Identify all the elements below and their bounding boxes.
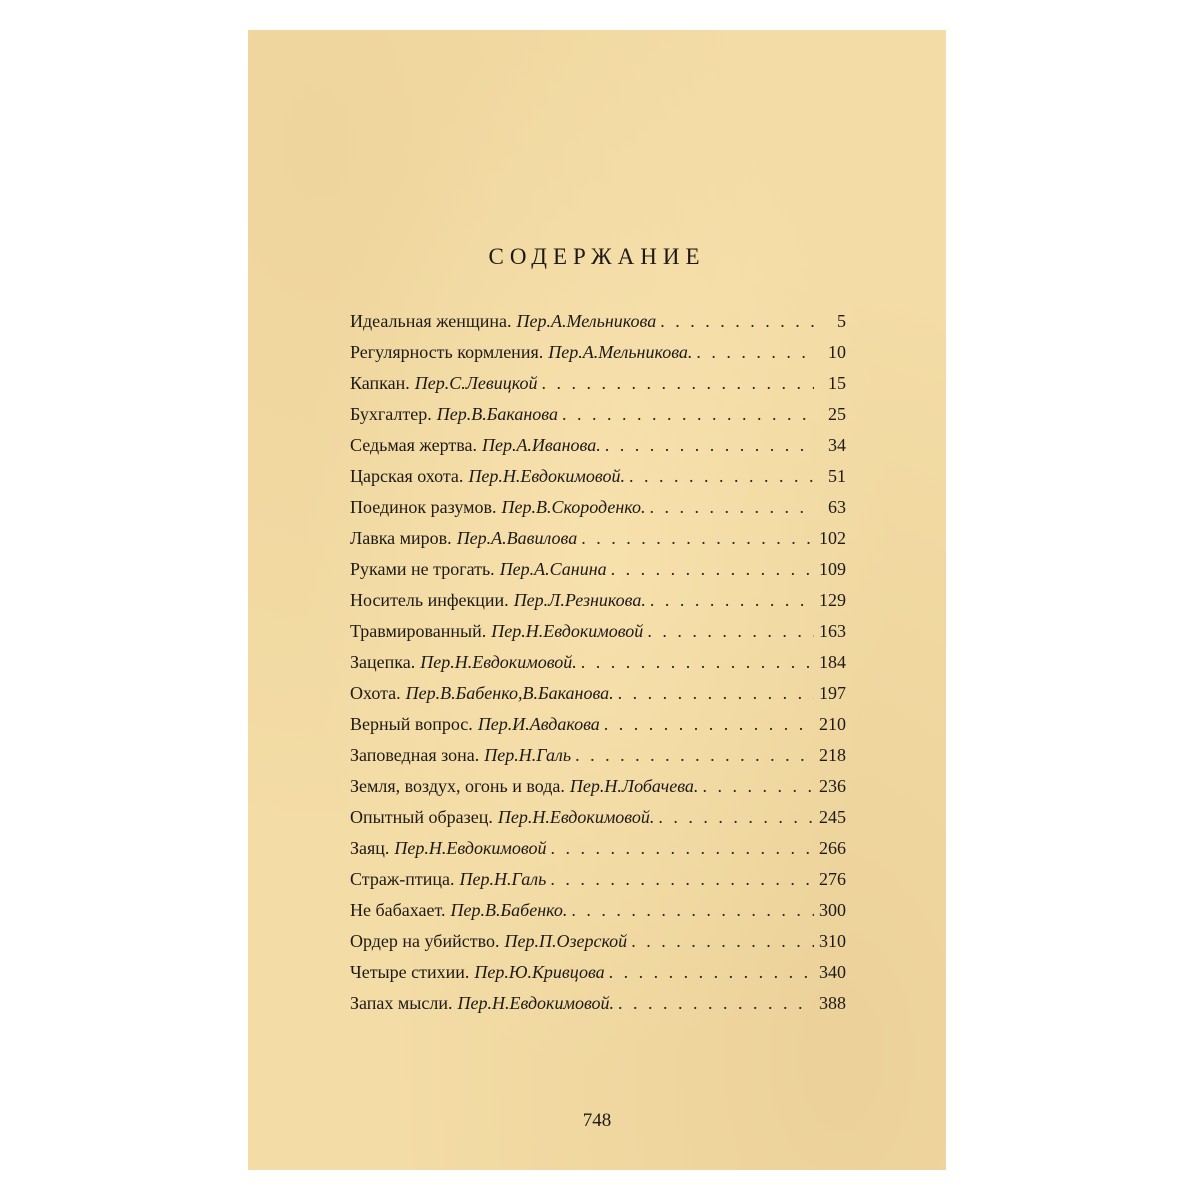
toc-entry-title: Запах мысли. xyxy=(350,993,453,1013)
toc-entry-translator: Пер.Н.Лобачева. xyxy=(569,776,699,796)
dot-leader xyxy=(658,807,814,828)
toc-entry-title: Земля, воздух, огонь и вода. xyxy=(350,776,565,796)
toc-entry-translator: Пер.Н.Евдокимовой. xyxy=(468,466,625,486)
toc-entry-translator: Пер.Н.Евдокимовой xyxy=(394,838,547,858)
toc-entry xyxy=(350,993,846,1024)
dot-leader xyxy=(550,838,814,859)
toc-entry-page: 34 xyxy=(828,435,846,455)
toc-entry-page: 266 xyxy=(819,838,846,858)
toc-entry-page: 15 xyxy=(828,373,846,393)
toc-entry-title: Не бабахает. xyxy=(350,900,446,920)
dot-leader xyxy=(702,776,814,797)
toc-entry xyxy=(350,869,846,900)
dot-leader xyxy=(629,466,814,487)
toc-entry-title: Поединок разумов. xyxy=(350,497,497,517)
toc-entry-page: 109 xyxy=(819,559,846,579)
toc-entry-title: Седьмая жертва. xyxy=(350,435,477,455)
dot-leader xyxy=(575,745,814,766)
toc-entry-page: 310 xyxy=(819,931,846,951)
toc-entry-translator: Пер.Н.Галь xyxy=(459,869,547,889)
page-title: СОДЕРЖАНИЕ xyxy=(488,244,706,269)
toc-entry-title: Руками не трогать. xyxy=(350,559,495,579)
dot-leader xyxy=(541,373,814,394)
toc-entry xyxy=(350,776,846,807)
dot-leader xyxy=(571,900,814,921)
toc-entry-page: 236 xyxy=(819,776,846,796)
toc-entry-title: Царская охота. xyxy=(350,466,464,486)
toc-entry-title: Лавка миров. xyxy=(350,528,452,548)
page-number: 748 xyxy=(582,1110,612,1131)
toc-entry-translator: Пер.П.Озерской xyxy=(504,931,628,951)
toc-entry-page: 51 xyxy=(828,466,846,486)
toc-entry xyxy=(350,342,846,373)
toc-entry-translator: Пер.В.Бабенко,В.Баканова. xyxy=(405,683,614,703)
dot-leader xyxy=(581,652,814,673)
toc-entry-page: 63 xyxy=(828,497,846,517)
dot-leader xyxy=(631,931,814,952)
toc-entry xyxy=(350,621,846,652)
toc-entry xyxy=(350,652,846,683)
dot-leader xyxy=(618,993,814,1014)
toc-entry xyxy=(350,962,846,993)
toc-entry-page: 388 xyxy=(819,993,846,1013)
toc-entry-title: Заповедная зона. xyxy=(350,745,480,765)
toc-entry-translator: Пер.Н.Галь xyxy=(484,745,572,765)
toc-entry-translator: Пер.Н.Евдокимовой. xyxy=(497,807,655,827)
toc-entry-page: 163 xyxy=(819,621,846,641)
toc-entry-translator: Пер.В.Бабенко. xyxy=(450,900,568,920)
dot-leader xyxy=(660,311,814,332)
toc-entry-translator: Пер.А.Вавилова xyxy=(456,528,578,548)
toc-entry-title: Бухгалтер. xyxy=(350,404,432,424)
toc-entry-title: Идеальная женщина. xyxy=(350,311,512,331)
toc-entry-page: 197 xyxy=(819,683,846,703)
toc-entry-translator: Пер.А.Мельникова xyxy=(516,311,657,331)
toc-entry-page: 10 xyxy=(828,342,846,362)
toc-entry-page: 210 xyxy=(819,714,846,734)
toc-entry xyxy=(350,838,846,869)
table-of-contents xyxy=(350,311,846,1024)
toc-entry-title: Охота. xyxy=(350,683,401,703)
toc-entry-title: Носитель инфекции. xyxy=(350,590,509,610)
toc-entry-page: 184 xyxy=(819,652,846,672)
toc-entry-translator: Пер.В.Скороденко. xyxy=(501,497,646,517)
toc-entry-translator: Пер.А.Иванова. xyxy=(481,435,601,455)
toc-entry-translator: Пер.Л.Резникова. xyxy=(513,590,646,610)
toc-entry-title: Капкан. xyxy=(350,373,410,393)
dot-leader xyxy=(581,528,814,549)
toc-entry-title: Регулярность кормления. xyxy=(350,342,544,362)
dot-leader xyxy=(696,342,814,363)
toc-entry xyxy=(350,528,846,559)
toc-entry xyxy=(350,404,846,435)
toc-entry xyxy=(350,435,846,466)
toc-entry xyxy=(350,559,846,590)
toc-entry-title: Верный вопрос. xyxy=(350,714,473,734)
toc-entry-page: 245 xyxy=(819,807,846,827)
toc-entry xyxy=(350,497,846,528)
dot-leader xyxy=(647,621,814,642)
dot-leader xyxy=(562,404,814,425)
toc-entry xyxy=(350,807,846,838)
toc-entry-page: 5 xyxy=(837,311,846,331)
toc-entry-page: 218 xyxy=(819,745,846,765)
toc-entry-translator: Пер.Н.Евдокимовой xyxy=(491,621,644,641)
toc-entry-title: Опытный образец. xyxy=(350,807,493,827)
toc-entry-title: Четыре стихии. xyxy=(350,962,470,982)
toc-entry xyxy=(350,683,846,714)
dot-leader xyxy=(605,435,814,456)
toc-entry xyxy=(350,745,846,776)
toc-entry-translator: Пер.Н.Евдокимовой. xyxy=(420,652,577,672)
toc-entry-translator: Пер.Ю.Кривцова xyxy=(474,962,605,982)
toc-entry-translator: Пер.А.Санина xyxy=(499,559,607,579)
toc-entry-page: 300 xyxy=(819,900,846,920)
toc-entry xyxy=(350,714,846,745)
dot-leader xyxy=(550,869,814,890)
dot-leader xyxy=(649,497,814,518)
toc-entry-title: Страж-птица. xyxy=(350,869,455,889)
dot-leader xyxy=(618,683,814,704)
toc-entry-translator: Пер.В.Баканова xyxy=(436,404,558,424)
toc-entry-translator: Пер.Н.Евдокимовой. xyxy=(457,993,615,1013)
dot-leader xyxy=(650,590,814,611)
toc-entry-page: 276 xyxy=(819,869,846,889)
toc-entry-title: Заяц. xyxy=(350,838,390,858)
toc-entry xyxy=(350,373,846,404)
toc-entry xyxy=(350,466,846,497)
toc-entry-page: 129 xyxy=(819,590,846,610)
dot-leader xyxy=(609,962,814,983)
toc-entry-title: Травмированный. xyxy=(350,621,487,641)
toc-entry xyxy=(350,900,846,931)
toc-entry-page: 340 xyxy=(819,962,846,982)
toc-entry-title: Ордер на убийство. xyxy=(350,931,500,951)
toc-entry-translator: Пер.А.Мельникова. xyxy=(548,342,693,362)
dot-leader xyxy=(611,559,814,580)
toc-entry xyxy=(350,590,846,621)
toc-entry-page: 102 xyxy=(819,528,846,548)
toc-entry-page: 25 xyxy=(828,404,846,424)
toc-entry-translator: Пер.С.Левицкой xyxy=(414,373,538,393)
toc-entry xyxy=(350,311,846,342)
book-page xyxy=(248,30,946,1170)
dot-leader xyxy=(604,714,814,735)
toc-entry-translator: Пер.И.Авдакова xyxy=(477,714,600,734)
toc-entry-title: Зацепка. xyxy=(350,652,416,672)
toc-entry xyxy=(350,931,846,962)
